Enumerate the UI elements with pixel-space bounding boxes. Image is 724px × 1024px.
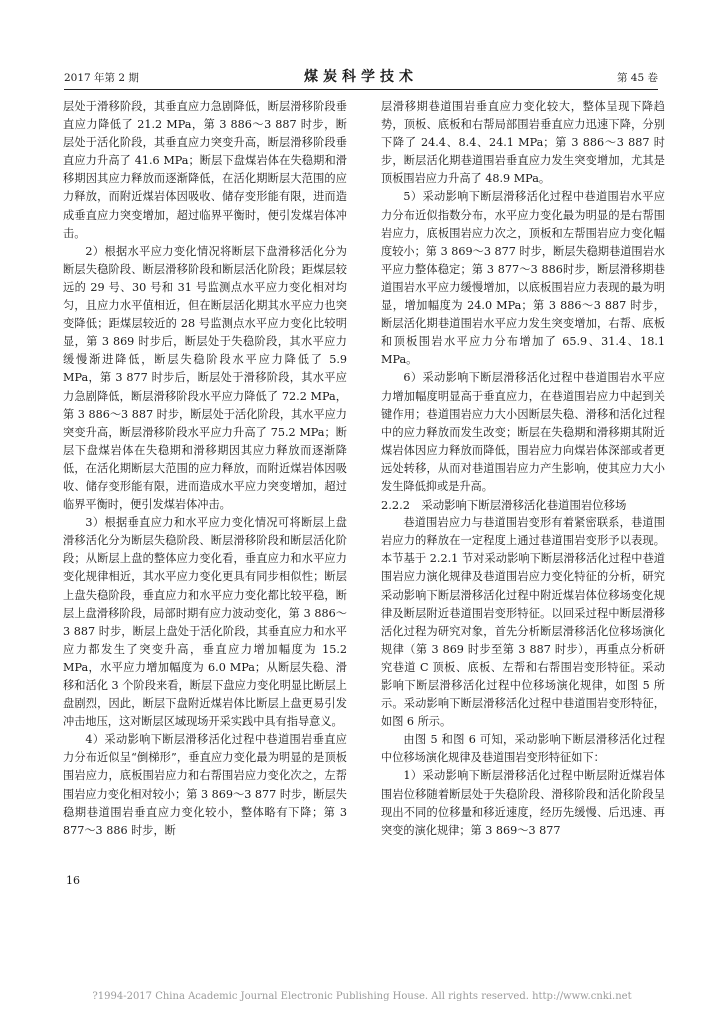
- paragraph: 1）采动影响下断层滑移活化过程中断层附近煤岩体围岩位移随着断层处于失稳阶段、滑移阶段和活化阶段呈现出不同的位移量和移近速度，经历先缓慢、后迅速、再突变的演化规律；第 3 869～3 877: [381, 769, 665, 837]
- right-column: [381, 98, 665, 840]
- paragraph: 层滑移期巷道围岩垂直应力变化较大，整体呈现下降趋势，顶板、底板和右帮局部围岩垂直应力迅速下降，分别下降了 24.4、8.4、24.1 MPa；第 3 886～3 887 时步，断层活化期巷道围岩垂直应力发生突变增加，尤其是顶板围岩应力升高了 48.9 MPa。: [381, 100, 665, 186]
- header-rule: [64, 89, 658, 90]
- page-number: 16: [66, 874, 80, 887]
- section-heading: 2.2.2 采动影响下断层滑移活化巷道围岩位移场: [381, 498, 627, 513]
- paragraph: 层处于滑移阶段，其垂直应力急剧降低，断层滑移阶段垂直应力降低了 21.2 MPa，第 3 886～3 887 时步，断层处于活化阶段，其垂直应力突变升高，断层滑移阶段垂直应力升高了 41.6 MPa；断层下盘煤岩体在失稳期和滑移期因其应力释放而逐渐降低，在活化期断层大范围的应力释放，而附近煤岩体因吸收、储存变形能有限，进而造成垂直应力突变增加，超过临界平衡时，便引发煤岩体冲击。: [63, 100, 347, 240]
- paragraph: 2）根据水平应力变化情况将断层下盘滑移活化分为断层失稳阶段、断层滑移阶段和断层活化阶段；距煤层较远的 29 号、30 号和 31 号监测点水平应力变化相对均匀，且应力水平值相近，但在断层活化期其水平应力也突变降低；距煤层较近的 28 号监测点水平应力变化比较明显，第 3 869 时步后，断层处于失稳阶段，其水平应力缓慢渐进降低，断层失稳阶段水平应力降低了 5.9 MPa，第 3 877 时步后，断层处于滑移阶段，其水平应力急剧降低，断层滑移阶段水平应力降低了 72.2 MPa，第 3 886～3 887 时步，断层处于活化阶段，其水平应力突变升高，断层滑移阶段水平应力升高了 75.2 MPa；断层下盘煤岩体在失稳期和滑移期因其应力释放而逐渐降低，在活化期断层大范围的应力释放，而附近煤岩体因吸收、储存变形能有限，进而造成水平应力突变增加，超过临界平衡时，便引发煤岩体冲击。: [63, 244, 347, 512]
- volume-label: 第 45 卷: [616, 72, 658, 84]
- left-column: [63, 98, 347, 840]
- paragraph: 巷道围岩应力与巷道围岩变形有着紧密联系，巷道围岩应力的释放在一定程度上通过巷道围岩变形予以表现。本节基于 2.2.1 节对采动影响下断层滑移活化过程中巷道围岩应力演化规律及巷道围岩应力变化特征的分析，研究采动影响下断层滑移活化过程中附近煤岩体位移场变化规律及断层附近巷道围岩变形特征。以回采过程中断层滑移活化过程为研究对象，首先分析断层滑移活化位移场演化规律（第 3 869 时步至第 3 887 时步），再重点分析研究巷道 C 顶板、底板、左帮和右帮围岩变形特征。采动影响下断层滑移活化过程中位移场演化规律，如图 5 所示。采动影响下断层滑移活化过程中巷道围岩变形特征，如图 6 所示。: [381, 516, 665, 729]
- paragraph: 3）根据垂直应力和水平应力变化情况可将断层上盘滑移活化分为断层失稳阶段、断层滑移阶段和断层活化阶段；从断层上盘的整体应力变化看，垂直应力和水平应力变化规律相近，其水平应力变化更具有同步相似性；断层上盘失稳阶段，垂直应力和水平应力变化都比较平稳，断层上盘滑移阶段，局部时期有应力波动变化，第 3 886～3 887 时步，断层上盘处于活化阶段，其垂直应力和水平应力都发生了突变升高，垂直应力增加幅度为 15.2 MPa，水平应力增加幅度为 6.0 MPa；从断层失稳、滑移和活化 3 个阶段来看，断层下盘应力变化明显比断层上盘剧烈，因此，断层下盘附近煤岩体比断层上盘更易引发冲击地压，这对断层区域现场开采实践中具有指导意义。: [63, 516, 347, 729]
- issue-label: 2017 年第 2 期: [64, 72, 139, 84]
- journal-title: 煤炭科学技术: [304, 69, 418, 85]
- paragraph: 4）采动影响下断层滑移活化过程中巷道围岩垂直应力分布近似呈“倒梯形”，垂直应力变化最为明显的是顶板围岩应力，底板围岩应力和右帮围岩应力变化次之，左帮围岩应力变化相对较小；第 3 869～3 877 时步，断层失稳期巷道围岩垂直应力变化较小，整体略有下降；第 3 877～3 886 时步，断: [63, 733, 347, 837]
- paragraph: 6）采动影响下断层滑移活化过程中巷道围岩水平应力增加幅度明显高于垂直应力，在巷道围岩应力中起到关键作用；巷道围岩应力大小因断层失稳、滑移和活化过程中的应力释放而发生改变；断层在失稳期和滑移期其附近煤岩体因应力释放而降低，围岩应力向煤岩体深部或者更远处转移，从而对巷道围岩应力产生影响，使其应力大小发生降低抑或是升高。: [381, 371, 665, 493]
- paragraph: 5）采动影响下断层滑移活化过程中巷道围岩水平应力分布近似指数分布，水平应力变化最为明显的是右帮围岩应力，底板围岩应力次之，顶板和左帮围岩应力变化幅度较小；第 3 869～3 877 时步，断层失稳期巷道围岩水平应力整体稳定；第 3 877～3 886时步，断层滑移期巷道围岩水平应力缓慢增加，以底板围岩应力表现的最为明显，增加幅度为 24.0 MPa；第 3 886～3 887 时步，断层活化期巷道围岩水平应力发生突变增加，右帮、底板和顶板围岩水平应力分布增加了 65.9、31.4、18.1 MPa。: [381, 190, 665, 367]
- copyright-footer: ?1994-2017 China Academic Journal Electronic Publishing House. All rights reserved. http://www.cnki.net: [92, 991, 632, 1002]
- running-header: [64, 66, 658, 86]
- paragraph: 由图 5 和图 6 可知，采动影响下断层滑移活化过程中位移场演化规律及巷道围岩变形特征如下：: [381, 733, 665, 765]
